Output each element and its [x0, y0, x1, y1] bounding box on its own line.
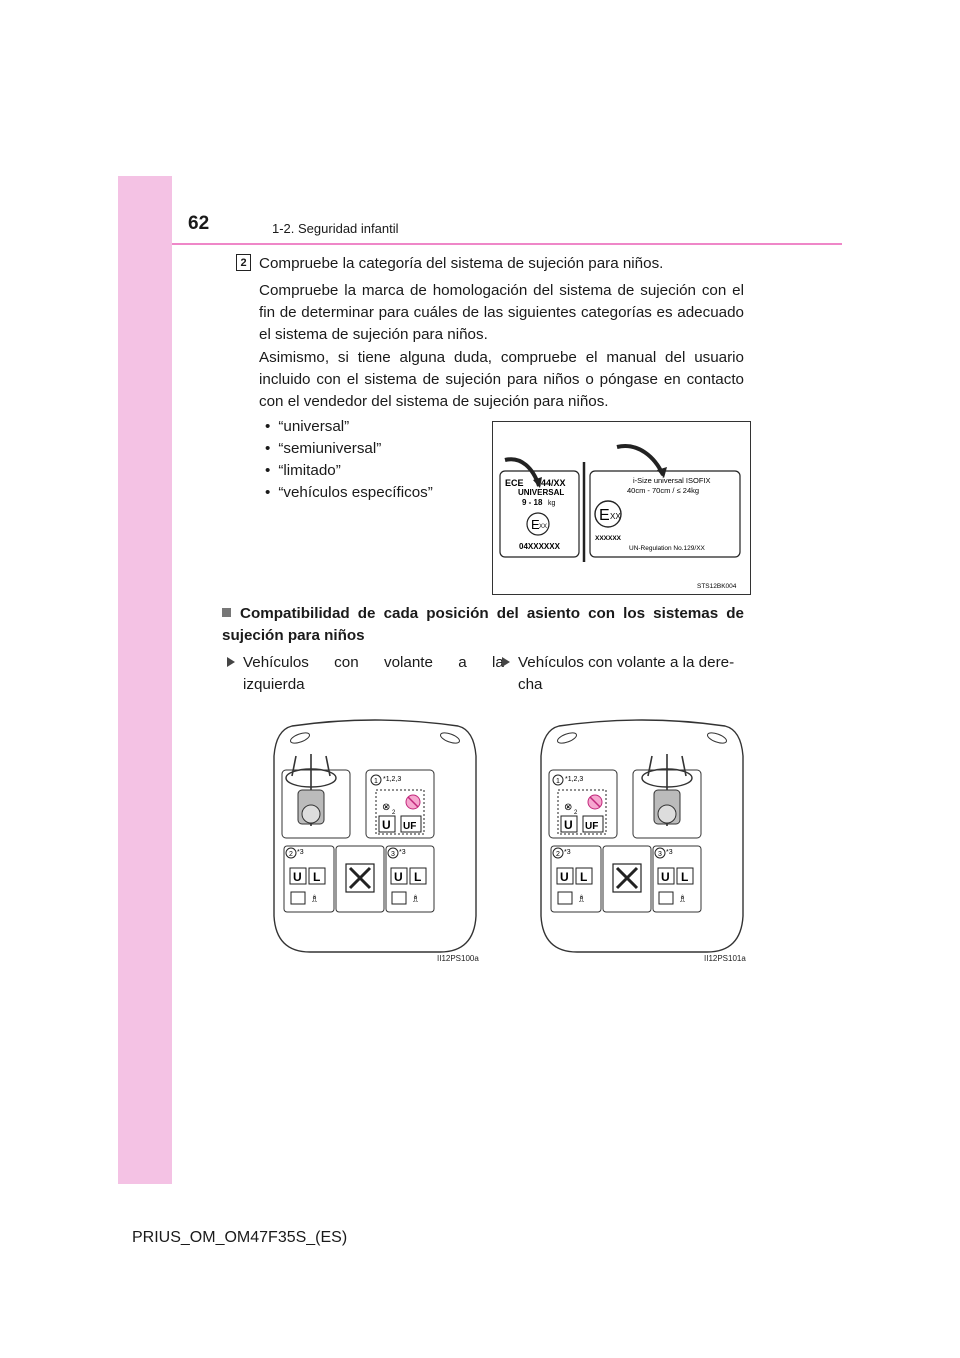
svg-text:U: U: [382, 818, 391, 832]
label-figure-code: STS12BK004: [697, 583, 737, 590]
rhd-seat-diagram: [531, 716, 753, 964]
booster-seat-icon: ♗: [310, 894, 319, 905]
header-divider: [172, 243, 842, 245]
svg-text:3: 3: [391, 851, 395, 858]
ece-reg: 44/XX: [541, 478, 566, 488]
lhd-seat-diagram: [264, 716, 486, 964]
svg-text:*3: *3: [297, 849, 304, 856]
svg-text:XX: XX: [610, 512, 621, 521]
ece-universal: UNIVERSAL: [518, 488, 565, 497]
svg-text:L: L: [313, 870, 321, 884]
svg-text:XX: XX: [539, 524, 548, 530]
step-paragraph-1: Compruebe la marca de homologación del sistema de sujeción con el fin de determinar para cuáles de las siguientes categorías es adecuado el sistema de sujeción para niños.: [259, 282, 744, 343]
lhd-subheading: Vehículos con volante a la izquierda: [243, 652, 480, 696]
svg-text:*3: *3: [564, 849, 571, 856]
category-list: [265, 416, 433, 504]
ece-text: ECE: [505, 478, 524, 488]
airbag-off-icon: ⊗: [564, 802, 573, 813]
svg-text:2: 2: [289, 851, 293, 858]
svg-text:U: U: [394, 870, 403, 884]
compatibility-heading: Compatibilidad de cada posición del asiento con los sistemas de sujeción para niños: [222, 605, 744, 644]
page-number: 62: [188, 213, 210, 234]
triangle-bullet-icon: [227, 657, 235, 667]
rhd-subheading: Vehículos con volante a la dere- cha: [518, 652, 744, 696]
svg-text:L: L: [414, 870, 422, 884]
isofix-seat-icon: [659, 892, 673, 904]
svg-text:E: E: [531, 517, 540, 532]
approval-label-figure: [492, 421, 751, 595]
svg-text:E: E: [599, 507, 610, 524]
ece-weight-unit: kg: [548, 500, 556, 507]
lhd-figure-code: II12PS100a: [437, 954, 479, 963]
isofix-seat-icon: [392, 892, 406, 904]
car-body-outline: [274, 720, 476, 952]
isize-title: i-Size universal ISOFIX: [633, 476, 711, 485]
booster-seat-icon: ♗: [577, 894, 586, 905]
svg-text:2: 2: [392, 810, 396, 816]
svg-text:L: L: [681, 870, 689, 884]
svg-text:U: U: [564, 818, 573, 832]
svg-text:U: U: [661, 870, 670, 884]
svg-text:3: 3: [658, 851, 662, 858]
booster-seat-icon: ♗: [678, 894, 687, 905]
svg-text:U: U: [560, 870, 569, 884]
isize-code: XXXXXX: [595, 535, 622, 542]
booster-seat-icon: ♗: [411, 894, 420, 905]
footer-document-code: PRIUS_OM_OM47F35S_(ES): [132, 1229, 348, 1246]
svg-text:*3: *3: [399, 849, 406, 856]
driver-head-icon: [302, 805, 320, 823]
svg-text:*1,2,3: *1,2,3: [383, 776, 402, 783]
car-body-outline: [541, 720, 743, 952]
ece-code: 04XXXXXX: [519, 542, 560, 551]
category-item: • “vehículos específicos”: [265, 482, 433, 504]
chapter-sidebar: [118, 176, 172, 1184]
svg-text:2: 2: [574, 810, 578, 816]
isofix-seat-icon: [558, 892, 572, 904]
isize-regulation: UN-Regulation No.129/XX: [629, 545, 705, 552]
heading-square-icon: [222, 608, 231, 617]
step-number-badge: 2: [236, 254, 251, 271]
category-item: • “universal”: [265, 416, 433, 438]
svg-text:2: 2: [556, 851, 560, 858]
section-title: 1-2. Seguridad infantil: [272, 221, 399, 236]
step-paragraph-2: Asimismo, si tiene alguna duda, compruebe el manual del usuario incluido con el sistema de sujeción para niños o póngase en contacto con el vendedor del sistema de sujeción para niños.: [259, 349, 744, 410]
driver-head-icon: [658, 805, 676, 823]
svg-text:UF: UF: [585, 821, 599, 832]
svg-text:U: U: [293, 870, 302, 884]
ece-weight-range: 9 - 18: [522, 498, 543, 507]
airbag-off-icon: ⊗: [382, 802, 391, 813]
isofix-seat-icon: [291, 892, 305, 904]
svg-text:*3: *3: [666, 849, 673, 856]
triangle-bullet-icon: [502, 657, 510, 667]
svg-text:L: L: [580, 870, 588, 884]
category-item: • “semiuniversal”: [265, 438, 433, 460]
svg-text:*1,2,3: *1,2,3: [565, 776, 584, 783]
svg-text:UF: UF: [403, 821, 417, 832]
svg-text:1: 1: [556, 778, 560, 785]
isize-size-range: 40cm - 70cm / ≤ 24kg: [627, 486, 700, 495]
step-title: Compruebe la categoría del sistema de sujeción para niños.: [259, 255, 664, 272]
category-item: • “limitado”: [265, 460, 433, 482]
svg-text:1: 1: [374, 778, 378, 785]
rhd-figure-code: II12PS101a: [704, 954, 746, 963]
